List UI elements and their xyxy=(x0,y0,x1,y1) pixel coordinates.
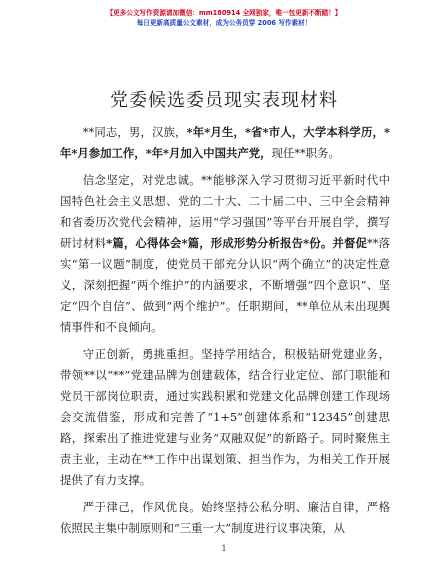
body-paragraph xyxy=(60,170,390,338)
promo-banner-line-2: 每日更新高质量公文素材，成为公务员穿 2006 写作素材！ xyxy=(136,19,312,27)
promo-banner-line-1: 【更多公文写作资源请加微信：mm180914 全网独家，唯一包更新不断踏！】 xyxy=(106,9,342,17)
bold-text-run: *年*月参加工作， xyxy=(60,125,390,160)
body-paragraph xyxy=(60,497,390,539)
document-title: 党委候选委员现实表现材料 xyxy=(110,90,338,111)
promo-banner xyxy=(92,8,356,28)
text-run: **同志，男，汉族， xyxy=(82,125,187,139)
text-run: **落实“第一议题”制度，使党员干部充分认识“两个确立”的决定性意义，深刻把握“两个维护”的内涵要求，不断增强“四个意识”、坚定“四个自信”、做到“两个维护”。任职期间，**单位从未出现舆情事件和不良倾向。 xyxy=(60,236,390,334)
text-run: 信念坚定，对党忠诚。**能够深入学习贯彻习近平新时代中国特色社会主义思想、党的二十大、二十届二中、三中全会精神和省委历次党代会精神，运用“学习强国”等平台开展自学，撰写研讨材料 xyxy=(60,173,390,250)
bold-text-run: 大学本科学历， xyxy=(303,125,385,139)
text-run: 守正创新，勇挑重担。坚持学用结合，积极钻研党建业务，带领**以“**”党建品牌为创建载体，结合行业定位、部门职能和党员干部岗位职责，通过实践积累和党建文化品牌创建工作现场会交流借鉴，形成和完善了“1+5”创建体系和“12345”创建思路，探索出了推进党建与业务“双融双促”的新路子。同时聚焦主责主业，主动在**工作中出谋划策、担当作为，为相关工作开展提供了有力支撑。 xyxy=(60,347,390,487)
bold-text-run: *年*月生， xyxy=(186,125,245,139)
page-number: 1 xyxy=(221,544,227,553)
body-paragraph xyxy=(60,344,390,491)
body-paragraph xyxy=(60,122,390,164)
bold-text-run: *篇，心得体会*篇，形成形势分析报告*份。 xyxy=(106,236,333,250)
text-run: 严于律己，作风优良。始终坚持公私分明、廉洁自律，严格依照民主集中制原则和“三重一大”制度进行议事决策，从 xyxy=(60,500,390,535)
bold-text-run: *省*市人， xyxy=(244,125,304,139)
document-body xyxy=(60,122,390,545)
bold-text-run: 并督促 xyxy=(332,236,368,250)
bold-text-run: *年*月加入中国共产党， xyxy=(145,146,272,160)
text-run: 现任**职务。 xyxy=(271,146,340,160)
